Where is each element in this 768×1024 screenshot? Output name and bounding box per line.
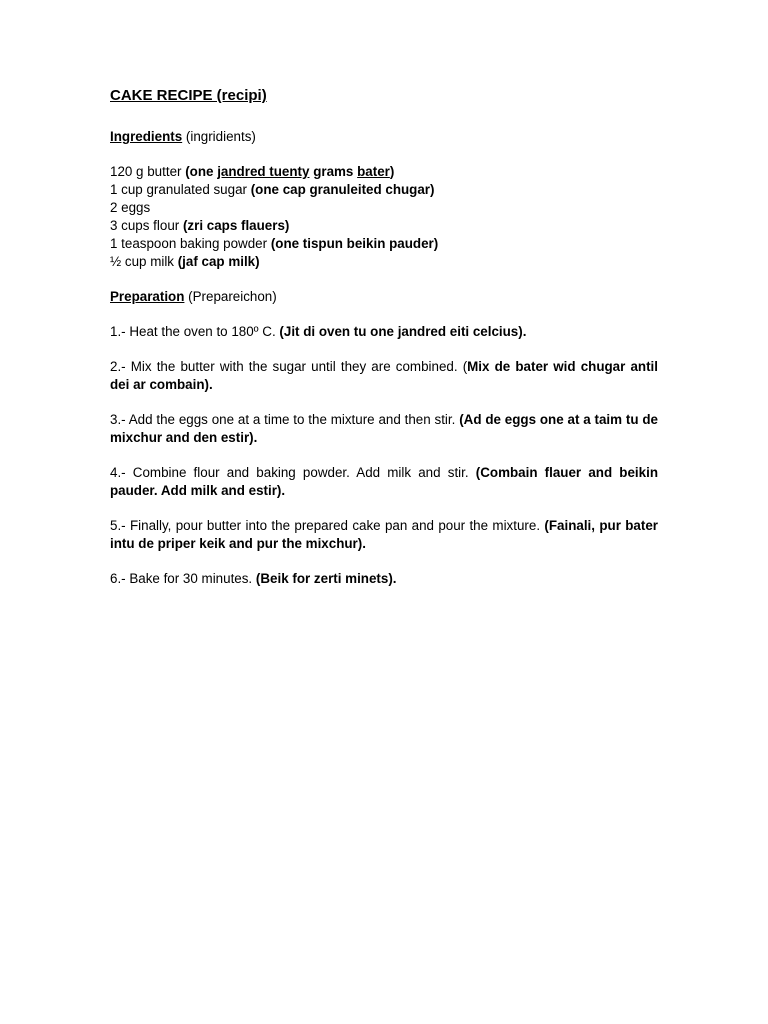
- preparation-step: [110, 323, 658, 341]
- preparation-step: [110, 358, 658, 394]
- preparation-heading-label: Preparation: [110, 289, 185, 304]
- text-run: (Combain flauer and beikin pauder. Add milk and estir).: [110, 465, 658, 498]
- ingredient-item: [110, 199, 658, 217]
- ingredients-heading: [110, 128, 658, 146]
- text-run: (one tispun beikin pauder): [270, 236, 439, 251]
- text-run: 1 teaspoon baking powder: [110, 236, 271, 251]
- text-run: jandred tuenty: [217, 164, 310, 179]
- text-run: ): [389, 164, 395, 179]
- text-run: (Ad de eggs one at a taim tu de mixchur and den estir).: [110, 412, 658, 445]
- preparation-heading-phonetic: (Prepareichon): [184, 289, 277, 304]
- preparation-step: [110, 464, 658, 500]
- preparation-step: [110, 411, 658, 447]
- ingredient-item: [110, 253, 658, 271]
- text-run: 4.- Combine flour and baking powder. Add milk and stir.: [110, 465, 476, 480]
- ingredient-item: [110, 181, 658, 199]
- text-run: (jaf cap milk): [177, 254, 260, 269]
- ingredients-list: [110, 163, 658, 271]
- text-run: (Jit di oven tu one jandred eiti celcius).: [279, 324, 527, 339]
- text-run: bater: [357, 164, 390, 179]
- ingredient-item: [110, 163, 658, 181]
- preparation-heading: [110, 288, 658, 306]
- document-page: [110, 86, 658, 605]
- text-run: (Beik for zerti minets).: [255, 571, 397, 586]
- preparation-step: [110, 570, 658, 588]
- text-run: 5.- Finally, pour butter into the prepared cake pan and pour the mixture.: [110, 518, 545, 533]
- text-run: 120 g butter: [110, 164, 186, 179]
- document-title: CAKE RECIPE (recipi): [110, 87, 267, 104]
- text-run: (Fainali, pur bater intu de priper keik and pur the mixchur).: [110, 518, 658, 551]
- text-run: 2 eggs: [110, 200, 151, 215]
- text-run: 1.- Heat the oven to 180º C.: [110, 324, 280, 339]
- ingredients-heading-phonetic: (ingridients): [182, 129, 256, 144]
- text-run: grams: [309, 164, 358, 179]
- ingredient-item: [110, 235, 658, 253]
- text-run: (zri caps flauers): [182, 218, 290, 233]
- ingredients-heading-label: Ingredients: [110, 129, 183, 144]
- ingredient-item: [110, 217, 658, 235]
- preparation-steps: [110, 323, 658, 588]
- text-run: ½ cup milk: [110, 254, 178, 269]
- text-run: 3 cups flour: [110, 218, 183, 233]
- text-run: 6.- Bake for 30 minutes.: [110, 571, 256, 586]
- preparation-step: [110, 517, 658, 553]
- text-run: (one cap granuleited chugar): [250, 182, 435, 197]
- text-run: Mix de bater wid chugar antil dei ar combain).: [110, 359, 658, 392]
- text-run: 1 cup granulated sugar: [110, 182, 251, 197]
- text-run: 2.- Mix the butter with the sugar until they are combined. (: [110, 359, 468, 374]
- text-run: 3.- Add the eggs one at a time to the mixture and then stir.: [110, 412, 460, 427]
- text-run: (one: [185, 164, 218, 179]
